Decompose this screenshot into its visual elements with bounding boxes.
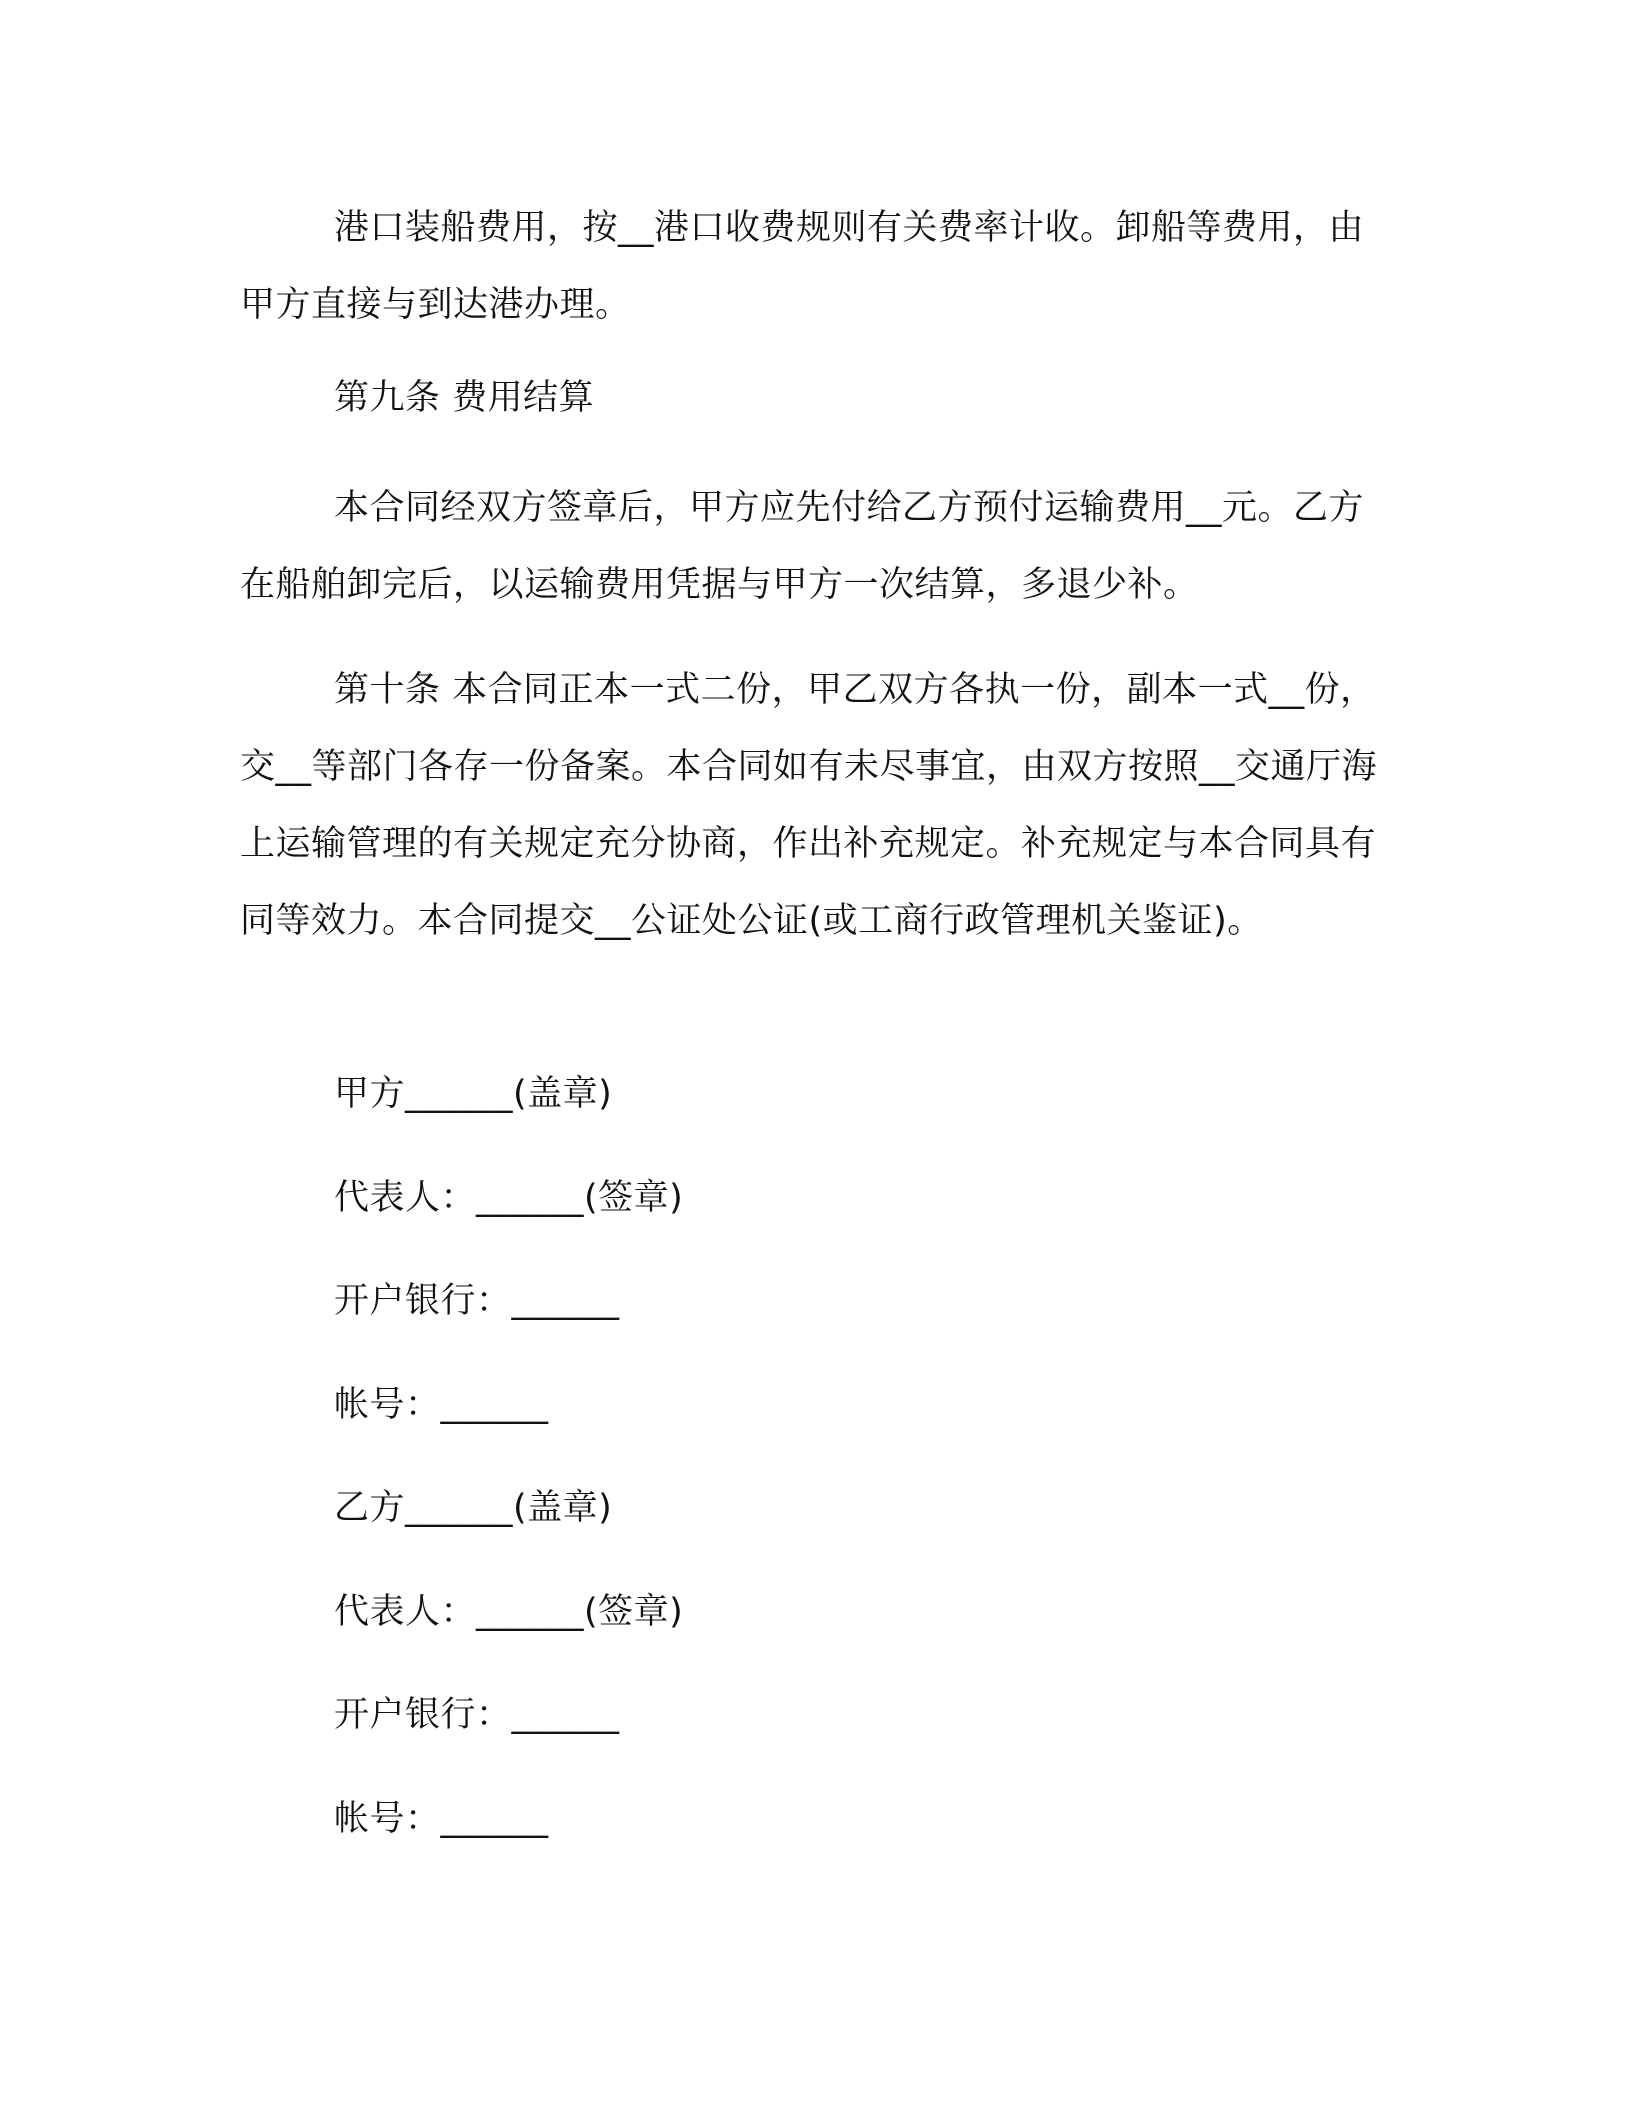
paragraph-port-fees: 港口装船费用，按__港口收费规则有关费率计收。卸船等费用，由甲方直接与到达港办理。 (240, 208, 1365, 325)
party-b-representative-line: 代表人：______(签章) (334, 1592, 684, 1632)
party-a-representative-line: 代表人：______(签章) (334, 1178, 684, 1218)
party-a-bank-line: 开户银行：______ (334, 1281, 620, 1321)
party-b-account-line: 帐号：______ (334, 1799, 549, 1839)
party-a-seal-line: 甲方______(盖章) (334, 1074, 613, 1114)
party-a-account-line: 帐号：______ (334, 1385, 549, 1425)
party-b-bank-line: 开户银行：______ (334, 1695, 620, 1735)
article-9-heading: 第九条 费用结算 (334, 378, 595, 418)
article-10-paragraph: 第十条 本合同正本一式二份，甲乙双方各执一份，副本一式__份，交__等部门各存一份备案。本合同如有未尽事宜，由双方按照__交通厅海上运输管理的有关规定充分协商，作出补充规定。补充规定与本合同具有同等效力。本合同提交__公证处公证(或工商行政管理机关鉴证)。 (240, 670, 1378, 941)
paragraph-settlement: 本合同经双方签章后，甲方应先付给乙方预付运输费用__元。乙方在船舶卸完后，以运输费用凭据与甲方一次结算，多退少补。 (240, 488, 1365, 605)
party-b-seal-line: 乙方______(盖章) (334, 1488, 613, 1528)
